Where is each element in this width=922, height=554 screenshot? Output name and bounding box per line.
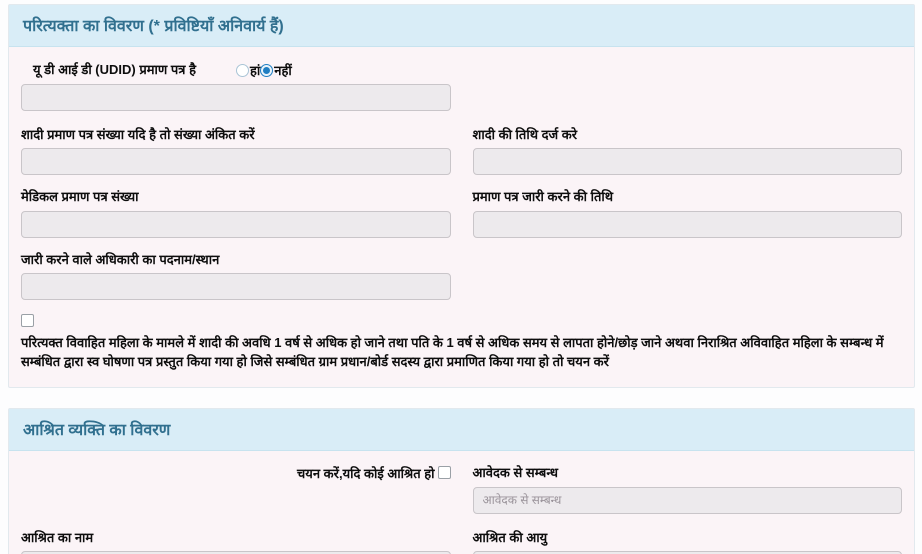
field-relation — [473, 465, 903, 513]
form-row-medical — [21, 189, 902, 237]
issuing-officer-label: जारी करने वाले अधिकारी का पदनाम/स्थान — [21, 251, 220, 267]
udid-radio-option[interactable] — [260, 61, 292, 79]
panel-dependent-body — [9, 451, 914, 554]
self-declaration-block — [21, 314, 902, 372]
form-row-marriage — [21, 127, 902, 175]
medical-cert-no-label: मेडिकल प्रमाण पत्र संख्या — [21, 189, 139, 205]
panel-abandoned-heading — [9, 5, 914, 47]
self-declaration-checkbox[interactable] — [21, 314, 34, 327]
udid-question-label: यू डी आई डी (UDID) प्रमाण पत्र है — [33, 61, 196, 77]
radio-button-icon[interactable] — [260, 64, 273, 77]
self-declaration-text: परित्यक्त विवाहित महिला के मामले में शादी की अवधि 1 वर्ष से अधिक हो जाने तथा पति के 1 वर्ष से अधिक समय से लापता होने/छोड़ जाने अथवा निराश्रित अविवाहित महिला के सम्बन्ध में सम्बंधित द्वारा स्व घोषणा पत्र प्रस्तुत किया गया हो जिसे सम्बंधित ग्राम प्रधान/बोर्ड सदस्य द्वारा प्रमाणित किया गया हो तो चयन करें — [21, 334, 884, 369]
medical-cert-no-input[interactable] — [21, 211, 451, 238]
field-medical-cert-no — [21, 189, 451, 237]
field-dependent-name — [21, 530, 451, 554]
field-marriage-date — [473, 127, 903, 175]
marriage-date-input[interactable] — [473, 148, 903, 175]
panel-dependent-title: आश्रित व्यक्ति का विवरण — [23, 422, 171, 440]
dependent-row-2 — [21, 530, 902, 554]
cert-issue-date-input[interactable] — [473, 211, 903, 238]
relation-input[interactable] — [473, 487, 903, 514]
relation-label: आवेदक से सम्बन्ध — [472, 465, 558, 481]
dependent-name-label: आश्रित का नाम — [21, 529, 94, 545]
field-dependent-age — [473, 530, 903, 554]
dependent-row-1 — [21, 465, 902, 513]
field-issuing-officer — [21, 252, 451, 300]
udid-radio-option[interactable] — [236, 61, 260, 79]
udid-question-row — [21, 61, 902, 79]
form-row-officer — [21, 252, 902, 300]
dependent-select-cell — [21, 465, 451, 482]
marriage-cert-no-label: शादी प्रमाण पत्र संख्या यदि है तो संख्या अंकित करें — [21, 127, 255, 142]
marriage-date-label: शादी की तिथि दर्ज करे — [472, 127, 578, 142]
panel-dependent-heading — [9, 409, 914, 451]
dependent-select-checkbox[interactable] — [438, 466, 451, 479]
panel-dependent-details — [8, 408, 915, 554]
udid-radio-group — [236, 61, 292, 79]
issuing-officer-input[interactable] — [21, 273, 451, 300]
field-cert-issue-date — [473, 189, 903, 237]
marriage-cert-no-input[interactable] — [21, 148, 451, 175]
radio-button-icon[interactable] — [236, 64, 249, 77]
field-marriage-cert-no — [21, 127, 451, 175]
udid-radio-label: हां — [250, 63, 261, 78]
panel-abandoned-body — [9, 47, 914, 387]
panel-abandoned-title: परित्यक्ता का विवरण (* प्रविष्टियाँ अनिवार्य हैं) — [23, 18, 284, 35]
udid-radio-label: नहीं — [274, 63, 292, 78]
dependent-age-label: आश्रित की आयु — [472, 529, 548, 545]
panel-abandoned-details — [8, 4, 915, 388]
dependent-select-label: चयन करें,यदि कोई आश्रित हो — [297, 466, 435, 482]
udid-cert-input[interactable] — [21, 84, 451, 111]
cert-issue-date-label: प्रमाण पत्र जारी करने की तिथि — [472, 189, 614, 205]
